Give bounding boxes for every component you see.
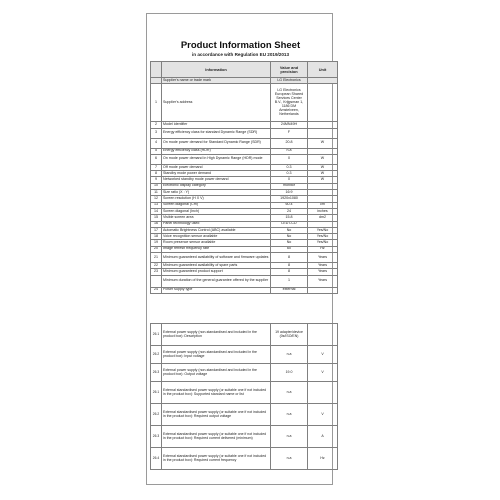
table-row xyxy=(151,275,338,287)
row-value: 8 xyxy=(271,263,308,269)
row-unit: W xyxy=(308,164,338,170)
row-value: 24MN49H xyxy=(271,122,308,128)
row-unit: Hz xyxy=(308,448,338,470)
row-information: Voice recognition sensor available xyxy=(162,234,271,240)
row-number: 3 xyxy=(151,128,162,138)
row-information: Screen resolution (H X V) xyxy=(162,196,271,202)
row-value: 0 xyxy=(271,177,308,183)
row-value: external xyxy=(271,287,308,293)
row-number: 8 xyxy=(151,171,162,177)
row-number: 23 xyxy=(151,269,162,275)
row-number: 22 xyxy=(151,263,162,269)
table-row xyxy=(151,448,338,470)
row-information: Minimum guaranteed availability of spare parts xyxy=(162,263,271,269)
row-number: 26.2 xyxy=(151,346,162,364)
product-info-table xyxy=(150,61,338,294)
row-unit xyxy=(308,324,338,346)
row-value: LG Electronics European Shared Services Center B.V., Krijgsman 1, 1186 DM Amstelveen, Netherlands xyxy=(271,84,308,122)
row-value: 1920x1080 xyxy=(271,196,308,202)
row-value: monitor xyxy=(271,183,308,189)
row-value: 0 xyxy=(271,154,308,164)
row-value: 19 adapter/device (0s/ISO/EN) xyxy=(271,324,308,346)
row-unit: Yes/No xyxy=(308,227,338,233)
row-unit xyxy=(308,382,338,404)
row-number: 19 xyxy=(151,240,162,246)
row-value: 60.4 xyxy=(271,202,308,208)
table-row xyxy=(151,84,338,122)
row-value: n.a xyxy=(271,148,308,154)
row-number: 18 xyxy=(151,234,162,240)
row-information: Room presence sensor available xyxy=(162,240,271,246)
row-unit: V xyxy=(308,404,338,426)
row-information: Energy efficiency class for standard Dynamic Range (SDR) xyxy=(162,128,271,138)
row-information: External standardised power supply (or suitable one if not included in the product box): Supported standard name or list xyxy=(162,382,271,404)
row-unit: W xyxy=(308,177,338,183)
table-row xyxy=(151,382,338,404)
row-value: 0.3 xyxy=(271,171,308,177)
row-value: F xyxy=(271,128,308,138)
row-information: Standby mode power demand xyxy=(162,171,271,177)
row-unit: dm2 xyxy=(308,215,338,221)
table-row xyxy=(151,324,338,346)
row-number: 26.4 xyxy=(151,448,162,470)
row-information: External power supply (non-standardised and included in the product box): Description xyxy=(162,324,271,346)
row-number: 11 xyxy=(151,190,162,196)
row-number: 13 xyxy=(151,202,162,208)
row-information: On mode power demand in High Dynamic Range (HDR) mode xyxy=(162,154,271,164)
row-information: External power supply (non-standardised and included in the product box): Input voltage xyxy=(162,346,271,364)
table-row xyxy=(151,426,338,448)
row-information: Minimum guaranteed availability of software and firmware updates xyxy=(162,253,271,263)
row-information: Electronic display category xyxy=(162,183,271,189)
row-number: 20 xyxy=(151,246,162,252)
table-header-row xyxy=(151,62,338,78)
row-unit: V xyxy=(308,364,338,382)
row-information: Off mode power demand xyxy=(162,164,271,170)
table-row xyxy=(151,364,338,382)
row-value: n.a xyxy=(271,346,308,364)
row-number: 21 xyxy=(151,253,162,263)
row-unit: Years xyxy=(308,269,338,275)
page-title: Product Information Sheet xyxy=(180,40,301,51)
row-number: 1 xyxy=(151,84,162,122)
table-row xyxy=(151,154,338,164)
row-information: Visible screen area xyxy=(162,215,271,221)
row-information: Automatic Brightness Control (ABC) available xyxy=(162,227,271,233)
table-row xyxy=(151,128,338,138)
row-number: 4 xyxy=(151,138,162,148)
column-header-number xyxy=(151,62,162,78)
row-information: Model identifier xyxy=(162,122,271,128)
row-number: 7 xyxy=(151,164,162,170)
row-unit: W xyxy=(308,171,338,177)
row-unit: inches xyxy=(308,208,338,214)
row-unit: V xyxy=(308,346,338,364)
row-value: 24 xyxy=(271,208,308,214)
row-number: 17 xyxy=(151,227,162,233)
row-information: Supplier's name or trade mark xyxy=(162,78,271,84)
row-information: Screen diagonal (Cm) xyxy=(162,202,271,208)
row-unit: Years xyxy=(308,253,338,263)
row-value: n.a xyxy=(271,382,308,404)
row-value: 15.8 xyxy=(271,215,308,221)
row-value: 8 xyxy=(271,253,308,263)
row-number: 6 xyxy=(151,154,162,164)
row-value: No xyxy=(271,234,308,240)
row-value: 60 xyxy=(271,246,308,252)
row-number: 26.1 xyxy=(151,382,162,404)
row-information: Screen diagonal (Inch) xyxy=(162,208,271,214)
row-number: 16 xyxy=(151,221,162,227)
row-unit: Hz xyxy=(308,246,338,252)
row-information: External standardised power supply (or suitable one if not included in the product box): Required current frequency xyxy=(162,448,271,470)
row-unit xyxy=(308,84,338,122)
row-number: 15 xyxy=(151,215,162,221)
page-subtitle: in accordance with Regulation EU 2019/2013 xyxy=(191,52,289,57)
row-value: 1 xyxy=(271,275,308,287)
row-value: No xyxy=(271,240,308,246)
row-value: LG Electronics xyxy=(271,78,308,84)
row-value: 20.8 xyxy=(271,138,308,148)
row-value: 16:9 xyxy=(271,190,308,196)
row-information: Energy efficiency class (HDR) xyxy=(162,148,271,154)
row-unit: A xyxy=(308,426,338,448)
row-number: 2 xyxy=(151,122,162,128)
row-unit: W xyxy=(308,138,338,148)
row-information: External standardised power supply (or suitable one if not included in the product box): Required current delivered (minimum) xyxy=(162,426,271,448)
row-value: n.a xyxy=(271,426,308,448)
row-number: 26.1 xyxy=(151,324,162,346)
row-number: 24 xyxy=(151,287,162,293)
row-unit: cm xyxy=(308,202,338,208)
row-information: Power supply type xyxy=(162,287,271,293)
row-value: 19.0 xyxy=(271,364,308,382)
row-value: n.a xyxy=(271,404,308,426)
row-information: Networked standby mode power demand xyxy=(162,177,271,183)
table-row xyxy=(151,138,338,148)
table-row xyxy=(151,287,338,293)
row-unit: Years xyxy=(308,263,338,269)
row-information: External power supply (non-standardised and included in the product box): Output voltage xyxy=(162,364,271,382)
row-information: Supplier's address xyxy=(162,84,271,122)
row-information: On mode power demand for Standard Dynamic Range (SDR) xyxy=(162,138,271,148)
row-number: 9 xyxy=(151,177,162,183)
row-number: 26.3 xyxy=(151,364,162,382)
row-number: 14 xyxy=(151,208,162,214)
row-number: 12 xyxy=(151,196,162,202)
row-unit: Yes/No xyxy=(308,234,338,240)
row-value: n.a xyxy=(271,448,308,470)
row-number: 26.3 xyxy=(151,426,162,448)
row-value: LED LCD xyxy=(271,221,308,227)
table-row xyxy=(151,404,338,426)
row-value: 8 xyxy=(271,269,308,275)
row-information: External standardised power supply (or suitable one if not included in the product box): Required output voltage xyxy=(162,404,271,426)
row-information: Image refresh frequency rate xyxy=(162,246,271,252)
column-header-value: Value and precision xyxy=(271,62,308,78)
row-information: Minimum guaranteed product support xyxy=(162,269,271,275)
row-number: 5 xyxy=(151,148,162,154)
row-information: Panel technology used xyxy=(162,221,271,227)
row-unit xyxy=(308,287,338,293)
column-header-unit: Unit xyxy=(308,62,338,78)
table-row xyxy=(151,346,338,364)
row-unit: W xyxy=(308,154,338,164)
row-number: 10 xyxy=(151,183,162,189)
power-supply-table xyxy=(150,323,338,470)
row-information: Minimum duration of the general guarantee offered by the supplier xyxy=(162,275,271,287)
row-unit: Years xyxy=(308,275,338,287)
row-unit xyxy=(308,128,338,138)
row-unit: Yes/No xyxy=(308,240,338,246)
row-number xyxy=(151,275,162,287)
row-value: No xyxy=(271,227,308,233)
table-row xyxy=(151,253,338,263)
row-number: 26.2 xyxy=(151,404,162,426)
row-value: 0.3 xyxy=(271,164,308,170)
column-header-information: Information xyxy=(162,62,271,78)
row-information: Size ratio (X : Y) xyxy=(162,190,271,196)
